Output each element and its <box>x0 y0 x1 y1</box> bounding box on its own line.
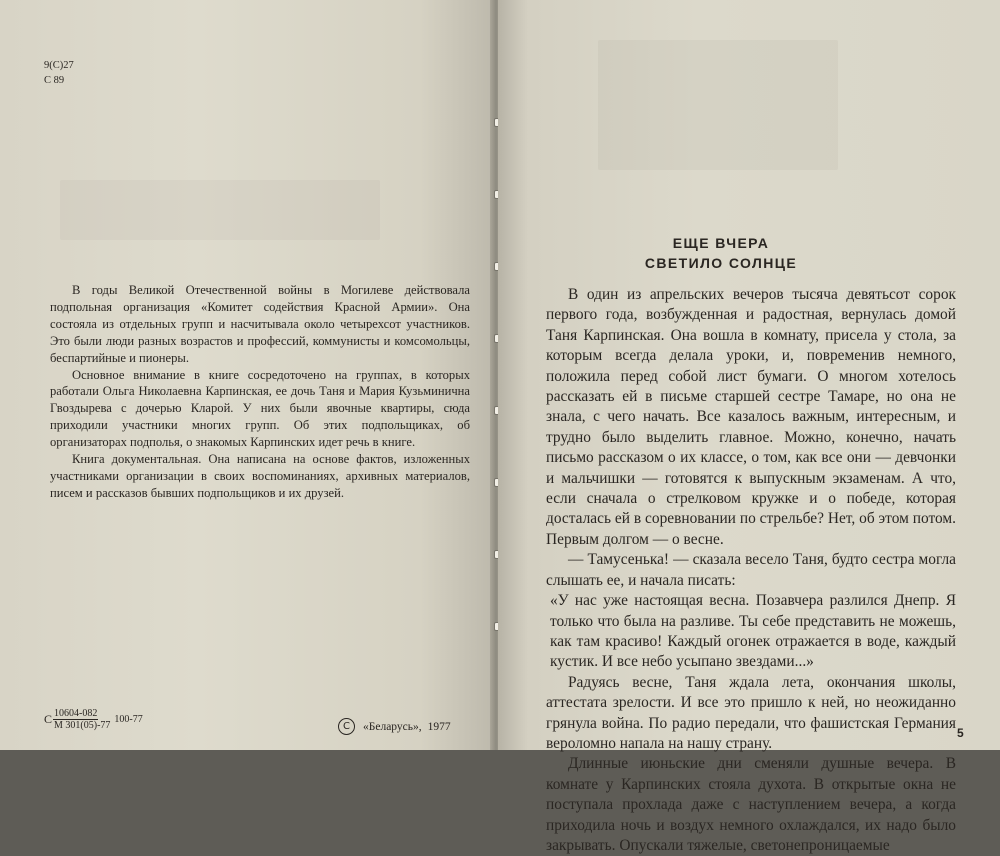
annotation-paragraph: Основное внимание в книге сосредоточено на группах, в которых работали Ольга Николаевна Карпинская, ее дочь Таня и Мария Кузьминична Гвоздырева с дочерью Кларой. У них были явочные квартиры, сюда приходили участники многих групп. Об этих подпольщиках, об организаторах подполья, о знакомых Карпинских идет речь в книге. <box>50 367 470 450</box>
author-mark: С 89 <box>44 75 65 86</box>
publisher-name: «Беларусь», <box>363 720 422 733</box>
catalog-denominator: М 301(05)-77 <box>54 720 111 731</box>
catalog-letter: С <box>44 712 53 726</box>
body-paragraph: Радуясь весне, Таня ждала лета, окончания школы, аттестата зрелости. И все это пришло к ней, но неожиданно грянула война. По радио передали, что фашистская Германия вероломно напала на нашу страну. <box>546 673 956 752</box>
catalog-tail: 100-77 <box>114 714 143 725</box>
annotation-paragraph: В годы Великой Отечественной войны в Могилеве действовала подпольная организация «Комитет содействия Красной Армии». Она состояла из отдельных групп и насчитывала около четырехсот участников. Это были люди разных возрастов и профессий, коммунисты и комсомольцы, беспартийные и пионеры. <box>50 283 470 365</box>
catalog-index <box>44 708 143 731</box>
left-page <box>0 0 494 750</box>
copyright-line <box>338 718 451 735</box>
book-annotation <box>50 282 470 502</box>
catalog-numerator: 10604-082 <box>54 708 98 719</box>
publication-year: 1977 <box>427 720 451 733</box>
body-paragraph: Длинные июньские дни сменяли душные вечера. В комнате у Карпинских стояла духота. В открытые окна не поступала прохлада даже с наступлением вечера, а когда приходила ночь и воздух немного охлаждался, их надо было закрывать. Опускали тяжелые, светонепроницаемые <box>546 755 956 854</box>
library-classification <box>44 58 74 88</box>
chapter-title-line: ЕЩЕ ВЧЕРА <box>672 235 770 251</box>
chapter-title-line: СВЕТИЛО СОЛНЦЕ <box>644 255 798 271</box>
catalog-fraction <box>53 708 111 731</box>
show-through-shadow <box>60 180 380 240</box>
classification-code: 9(С)27 <box>44 60 74 71</box>
letter-quote: «У нас уже настоящая весна. Позавчера разлился Днепр. Я только что была на разливе. Ты себе представить не можешь, как там красиво! Каждый огонек отражается в воде, каждый кустик. И все небо усыпано звездами...» <box>550 592 956 671</box>
chapter-body <box>546 285 956 856</box>
annotation-paragraph: Книга документальная. Она написана на основе фактов, изложенных участниками организации в своих воспоминаниях, архивных материалов, писем и рассказов бывших подпольщиков и их друзей. <box>50 452 470 500</box>
show-through-shadow <box>598 40 838 170</box>
body-paragraph: — Тамусенька! — сказала весело Таня, будто сестра могла слышать ее, и начала писать: <box>546 551 956 589</box>
page-number: 5 <box>957 726 964 740</box>
chapter-title <box>560 233 882 273</box>
body-paragraph: В один из апрельских вечеров тысяча девятьсот сорок первого года, возбужденная и радостная, вернулась домой Таня Карпинская. Она вошла в комнату, присела у стола, за которым всегда делала уроки, и, повременив немного, положила перед собой лист бумаги. О многом хотелось рассказать ей в письме старшей сестре Тамаре, но она не знала, с чего начать. Все казалось важным, интересным, и трудно было выделить главное. Можно, конечно, начать письмо рассказом о их классе, о том, как все они — девчонки и мальчишки — готовятся к выпускным экзаменам. А что, если сначала о стрелковом кружке и о победе, которая досталась ей в соревновании по стрельбе? Нет, об этом потом. Первым долгом — о весне. <box>546 286 956 548</box>
copyright-icon: C <box>338 718 355 735</box>
